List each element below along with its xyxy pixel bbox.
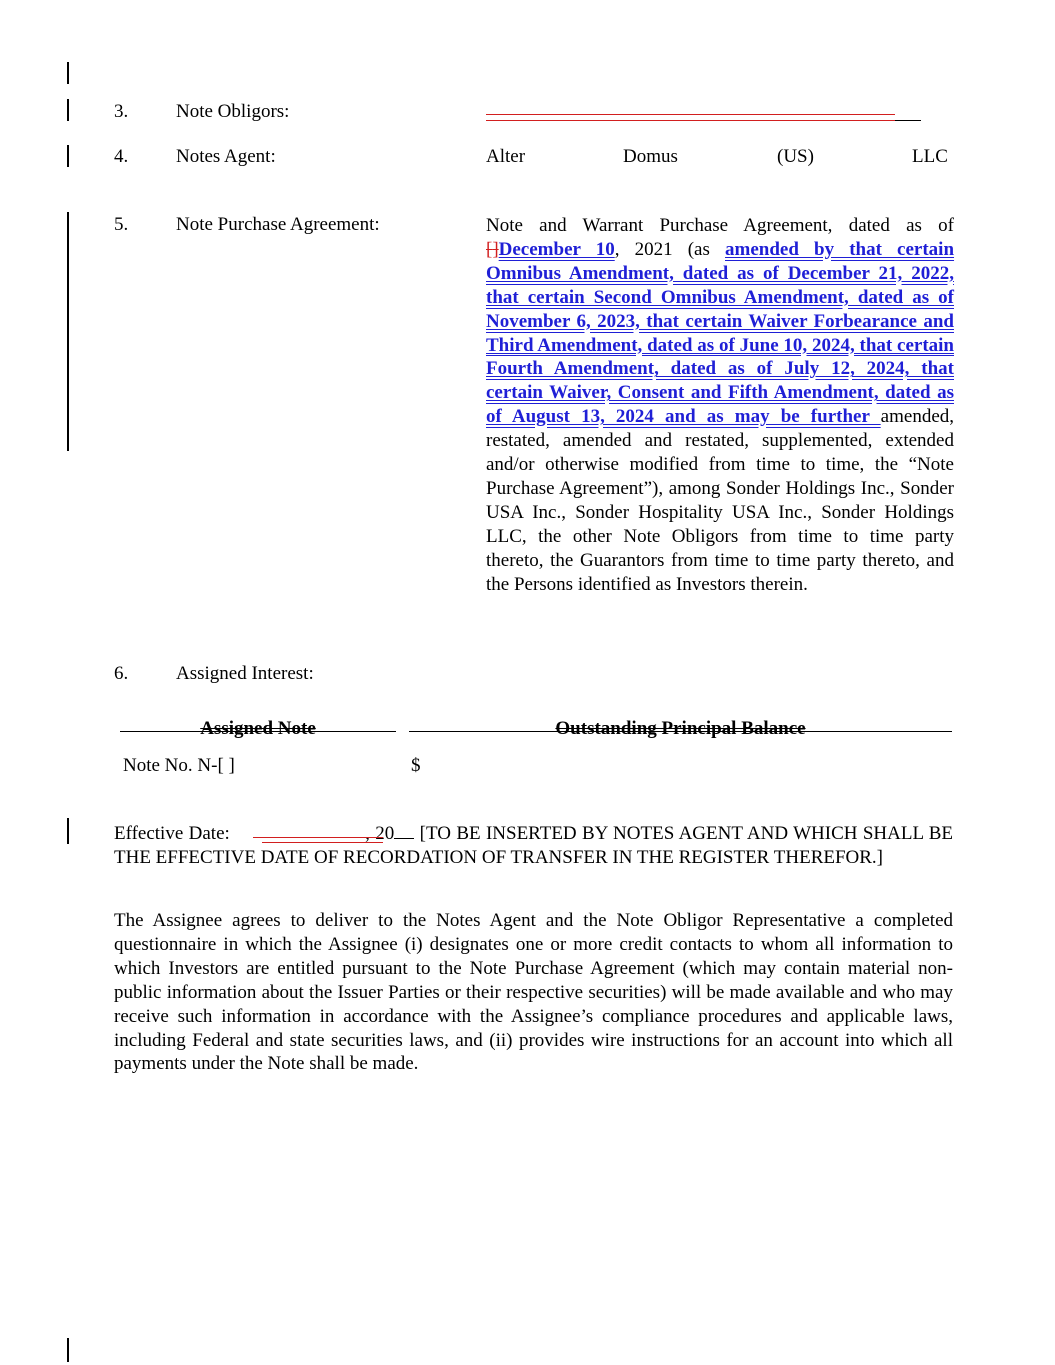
deleted-blank-line [253,837,383,838]
item-label: Notes Agent: [176,146,276,167]
closing-paragraph [114,909,953,1076]
notes-agent-word: Alter [486,146,526,167]
npa-lead: Note and Warrant Purchase Agreement, dated as of [486,215,954,236]
table-header-assigned-note: Assigned Note [200,718,316,739]
npa-after-date: , 2021 (as [614,238,725,260]
inserted-date: December 10 [498,238,615,260]
deleted-bracket: ] [492,238,499,260]
effective-date-note: [TO BE INSERTED BY NOTES AGENT AND WHICH SHALL BE THE EFFECTIVE DATE OF RECORDATION OF TRANSFER IN THE REGISTER THEREFOR.] [114,823,954,868]
change-bar [67,212,69,451]
deleted-blank-line [486,114,895,115]
item-number: 5. [114,214,129,235]
notes-agent-word: (US) [777,146,814,167]
effective-date-year: , 20 [365,823,395,844]
deleted-blank-line [486,120,895,121]
year-blank [394,821,414,839]
change-bar [67,818,69,844]
deleted-bracket: [ [486,238,493,260]
deleted-blank-line [262,842,383,843]
item-label: Note Purchase Agreement: [176,214,380,235]
item-number: 3. [114,101,129,122]
inserted-amendments: amended by that certain Omnibus Amendment, dated as of December 21, 2022, that certain Second Omnibus Amendment, dated as of November 6, 2023, that certain Waiver Forbearance and Third Amendment, dated as of June 10, 2024, that certain Fourth Amendment, dated as of July 12, 2024, that certain Waiver, Consent and Fifth Amendment, dated as of August 13, 2024 and as may be further [486,238,955,428]
change-bar [67,62,69,84]
table-cell-balance: $ [411,755,421,776]
blank-line [895,120,921,121]
item-number: 6. [114,663,129,684]
effective-date-paragraph [114,821,953,870]
change-bar [67,1338,69,1362]
table-cell-note-number: Note No. N-[ ] [123,755,235,776]
table-header-outstanding-balance: Outstanding Principal Balance [555,718,806,739]
closing-paragraph-text: The Assignee agrees to deliver to the Notes Agent and the Note Obligor Representative a completed questionnaire in which the Assignee (i) designates one or more credit contacts to whom all information to which Investors are entitled pursuant to the Note Purchase Agreement (which may contain material non-public information about the Issuer Parties or their respective securities) will be made available and who may receive such information in accordance with the Assignee’s compliance procedures and applicable laws, including Federal and state securities laws, and (ii) provides wire instructions for an account into which all payments under the Note shall be made. [114,910,953,1075]
notes-agent-word: LLC [912,146,948,167]
item-label: Assigned Interest: [176,663,314,684]
note-purchase-agreement-text [486,214,954,597]
item-number: 4. [114,146,129,167]
change-bar [67,145,69,167]
notes-agent-word: Domus [623,146,678,167]
npa-tail: amended, restated, amended and restated, supplemented, extended and/or otherwise modified from time to time, the “Note Purchase Agreement”), among Sonder Holdings Inc., Sonder USA Inc., Sonder Hospitality USA Inc., Sonder Holdings LLC, the other Note Obligors from time to time party thereto, the Guarantors from time to time party thereto, and the Persons identified as Investors therein. [486,406,954,595]
change-bar [67,99,69,121]
item-label: Note Obligors: [176,101,290,122]
effective-date-label: Effective Date: [114,823,230,844]
